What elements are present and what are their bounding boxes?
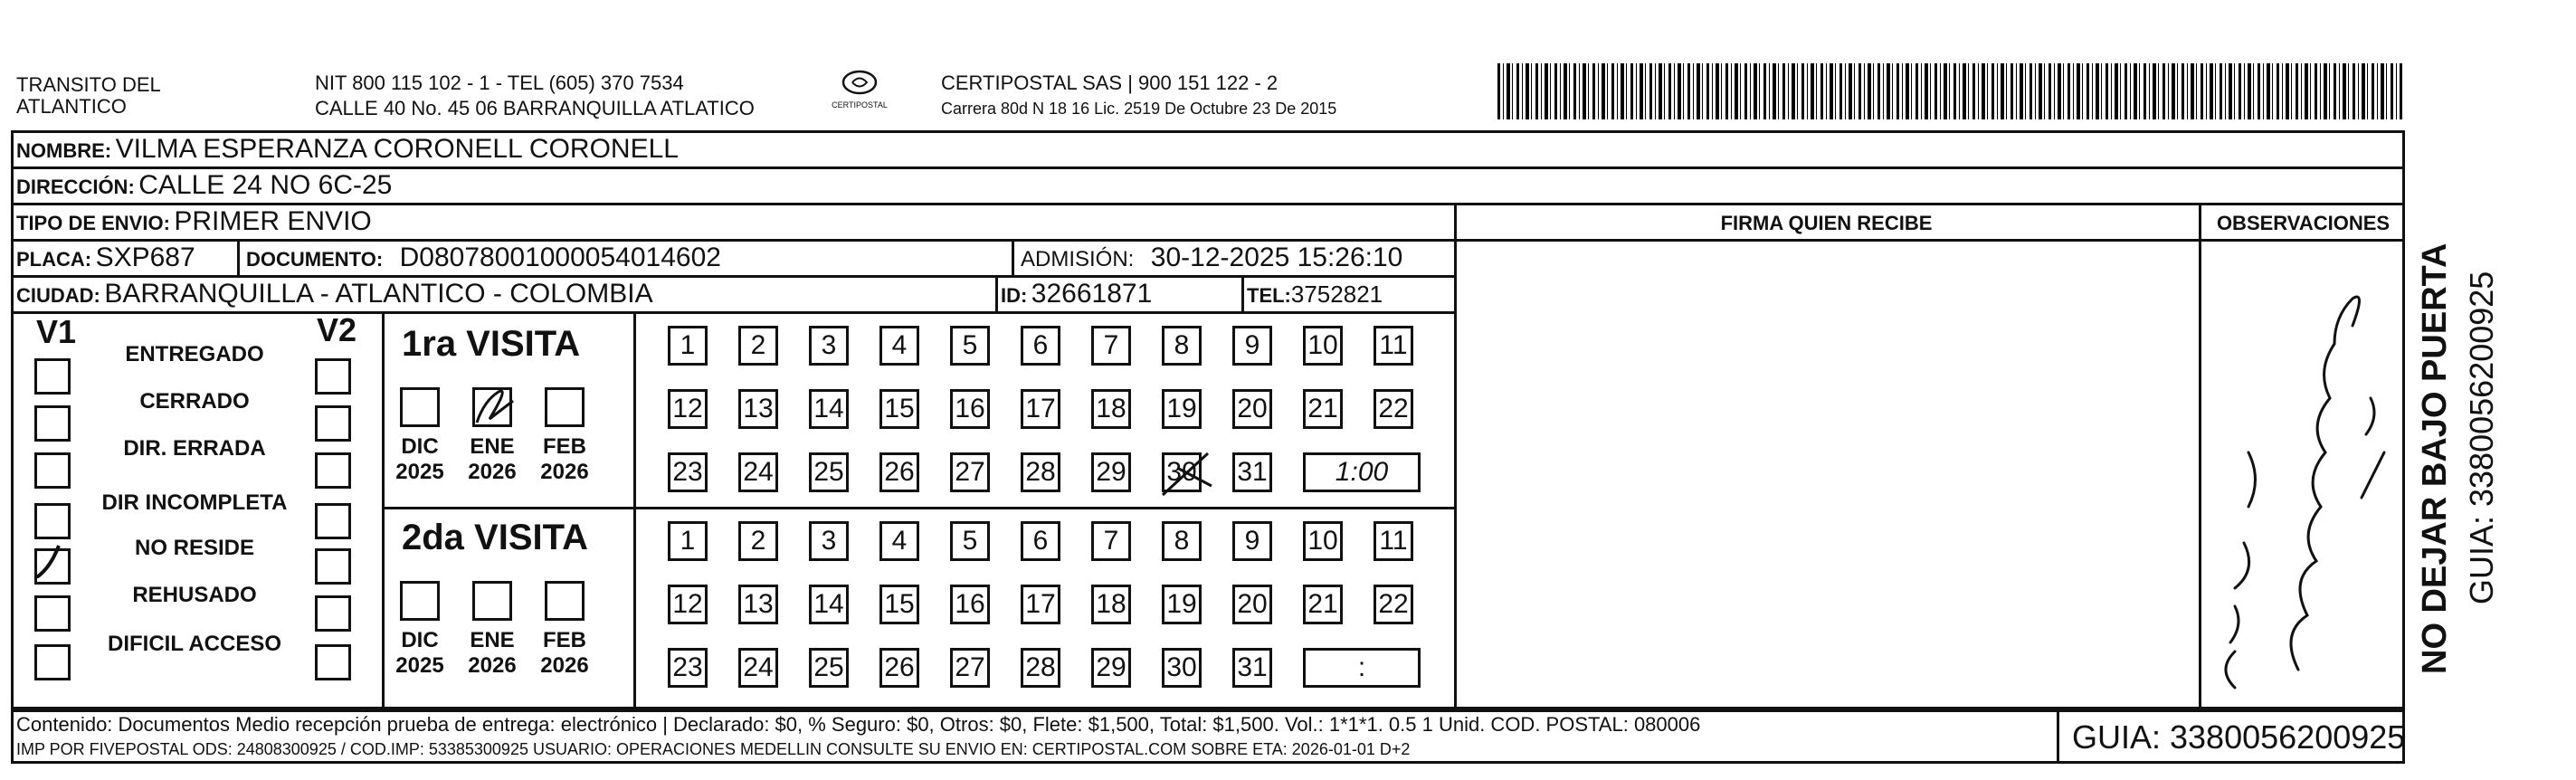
col-divider	[2199, 203, 2201, 709]
status-label: DIFICIL ACCESO	[107, 632, 281, 656]
tel-label: TEL:	[1247, 284, 1291, 307]
day-box-19[interactable]: 19	[1162, 389, 1202, 429]
month-checkbox-ene[interactable]	[472, 581, 512, 621]
day-box-12[interactable]: 12	[668, 389, 708, 429]
visit2-title: 2da VISITA	[402, 518, 588, 557]
day-box-2[interactable]: 2	[738, 326, 778, 366]
day-box-4[interactable]: 4	[879, 326, 919, 366]
logo-icon	[840, 69, 879, 96]
v2-checkbox-5[interactable]	[315, 595, 351, 632]
id-value: 32661871	[1031, 279, 1153, 309]
placa-value: SXP687	[95, 243, 195, 272]
day-box-5[interactable]: 5	[950, 521, 990, 561]
status-label: DIR. ERRADA	[123, 436, 266, 461]
month-checkbox-feb[interactable]	[545, 387, 585, 427]
row-divider	[11, 311, 1457, 314]
side-guia: GUIA: 3380056200925	[2463, 271, 2500, 604]
certipostal-logo	[814, 69, 905, 123]
row-divider	[11, 166, 2405, 169]
row-divider	[11, 203, 2405, 205]
v2-checkbox-0[interactable]	[315, 358, 351, 395]
v2-checkbox-3[interactable]	[315, 503, 351, 539]
v1-label: V1	[36, 313, 77, 350]
day-box-17[interactable]: 17	[1021, 389, 1060, 429]
status-label: NO RESIDE	[134, 536, 255, 560]
direccion-row	[16, 170, 392, 201]
id-row	[1001, 279, 1152, 309]
row-divider	[11, 239, 2405, 242]
day-box-18[interactable]: 18	[1091, 389, 1131, 429]
v2-checkbox-4[interactable]	[315, 548, 351, 585]
tipo-row	[16, 206, 372, 237]
month-label: FEB 2026	[540, 434, 589, 484]
day-box-11[interactable]: 11	[1374, 521, 1413, 561]
day-box-10[interactable]: 10	[1303, 521, 1343, 561]
day-box-13[interactable]: 13	[738, 389, 778, 429]
day-box-26[interactable]: 26	[879, 452, 919, 492]
no-dejar-warning: NO DEJAR BAJO PUERTA	[2416, 243, 2454, 674]
nit-line: NIT 800 115 102 - 1 - TEL (605) 370 7534	[315, 71, 684, 94]
day-box-5[interactable]: 5	[950, 326, 990, 366]
day-box-18[interactable]: 18	[1091, 585, 1131, 624]
issuer-line-2: ATLANTICO	[16, 95, 127, 118]
day-box-27[interactable]: 27	[950, 452, 990, 492]
address-line: CALLE 40 No. 45 06 BARRANQUILLA ATLATICO	[315, 97, 755, 119]
day-box-25[interactable]: 25	[809, 648, 849, 688]
day-box-14[interactable]: 14	[809, 389, 849, 429]
day-box-24[interactable]: 24	[738, 648, 778, 688]
day-box-23[interactable]: 23	[668, 452, 708, 492]
col-divider	[995, 275, 998, 311]
check-mark-icon	[471, 383, 517, 428]
col-divider	[1454, 203, 1457, 709]
day-box-20[interactable]: 20	[1232, 585, 1272, 624]
admision-value: 30-12-2025 15:26:10	[1150, 243, 1403, 272]
col-divider	[633, 311, 636, 709]
col-divider	[237, 239, 240, 275]
row-divider	[11, 275, 1457, 278]
tel-value: 3752821	[1290, 281, 1383, 308]
day-box-4[interactable]: 4	[879, 521, 919, 561]
day-box-30[interactable]: 30	[1162, 648, 1202, 688]
ciudad-value: BARRANQUILLA - ATLANTICO - COLOMBIA	[104, 279, 653, 309]
month-checkbox-dic[interactable]	[400, 387, 440, 427]
v1-checkbox-2[interactable]	[34, 452, 71, 489]
footer-guia: GUIA: 3380056200925	[2072, 718, 2406, 756]
day-box-6[interactable]: 6	[1021, 521, 1060, 561]
day-box-1[interactable]: 1	[668, 326, 708, 366]
day-box-20[interactable]: 20	[1232, 389, 1272, 429]
footer-line-2: IMP POR FIVEPOSTAL ODS: 24808300925 / COD.IMP: 53385300925 USUARIO: OPERACIONES MEDELLIN CONSULTE SU ENVIO EN: CERTIPOSTAL.COM SOBRE ETA: 2026-01-01 D+2	[16, 740, 1411, 758]
check-mark-icon	[32, 542, 68, 578]
v2-checkbox-6[interactable]	[315, 644, 351, 680]
admision-label: ADMISIÓN:	[1021, 247, 1135, 271]
v2-label: V2	[317, 311, 357, 348]
day-box-3[interactable]: 3	[809, 326, 849, 366]
day-box-29[interactable]: 29	[1091, 648, 1131, 688]
nombre-row	[16, 134, 679, 165]
direccion-value: CALLE 24 NO 6C-25	[138, 170, 393, 200]
day-box-6[interactable]: 6	[1021, 326, 1060, 366]
company-info	[941, 71, 1336, 121]
day-box-11[interactable]: 11	[1374, 326, 1413, 366]
day-box-24[interactable]: 24	[738, 452, 778, 492]
time-box[interactable]: :	[1303, 648, 1421, 688]
visit1-title: 1ra VISITA	[402, 324, 581, 364]
nombre-label: NOMBRE:	[16, 139, 112, 162]
day-box-28[interactable]: 28	[1021, 648, 1060, 688]
v2-checkbox-2[interactable]	[315, 452, 351, 489]
day-box-13[interactable]: 13	[738, 585, 778, 624]
company-line-2: Carrera 80d N 18 16 Lic. 2519 De Octubre 23 De 2015	[941, 100, 1337, 118]
issuer-name	[16, 74, 161, 118]
time-box[interactable]: 1:00	[1303, 452, 1421, 492]
v1-checkbox-4[interactable]	[34, 548, 71, 585]
month-label: DIC 2025	[395, 434, 444, 484]
month-label: ENE 2026	[468, 434, 517, 484]
day-box-1[interactable]: 1	[668, 521, 708, 561]
day-box-12[interactable]: 12	[668, 585, 708, 624]
v1-checkbox-0[interactable]	[34, 358, 71, 395]
v1-checkbox-6[interactable]	[34, 644, 71, 680]
id-label: ID:	[1001, 284, 1028, 307]
documento-label: DOCUMENTO:	[246, 248, 384, 271]
day-box-10[interactable]: 10	[1303, 326, 1343, 366]
day-box-26[interactable]: 26	[879, 648, 919, 688]
status-label: CERRADO	[139, 389, 250, 414]
day-box-15[interactable]: 15	[879, 389, 919, 429]
observaciones-handwriting	[2208, 271, 2398, 697]
day-box-15[interactable]: 15	[879, 585, 919, 624]
day-box-16[interactable]: 16	[950, 389, 990, 429]
logo-text: CERTIPOSTAL	[832, 100, 888, 109]
day-box-22[interactable]: 22	[1374, 585, 1413, 624]
day-box-19[interactable]: 19	[1162, 585, 1202, 624]
day-box-29[interactable]: 29	[1091, 452, 1131, 492]
day-box-14[interactable]: 14	[809, 585, 849, 624]
day-box-22[interactable]: 22	[1374, 389, 1413, 429]
tipo-label: TIPO DE ENVIO:	[16, 212, 170, 234]
status-label: DIR INCOMPLETA	[101, 490, 288, 515]
month-label: DIC 2025	[395, 628, 444, 678]
month-label: ENE 2026	[468, 628, 517, 678]
issuer-contact	[315, 71, 755, 121]
day-box-27[interactable]: 27	[950, 648, 990, 688]
row-divider	[382, 507, 1457, 509]
month-checkbox-ene[interactable]	[472, 387, 512, 427]
status-label: REHUSADO	[132, 583, 257, 607]
v2-checkbox-1[interactable]	[315, 405, 351, 442]
documento-row	[246, 243, 721, 273]
placa-row	[16, 243, 195, 273]
nombre-value: VILMA ESPERANZA CORONELL CORONELL	[115, 134, 679, 164]
day-box-2[interactable]: 2	[738, 521, 778, 561]
day-box-21[interactable]: 21	[1303, 585, 1343, 624]
day-box-7[interactable]: 7	[1091, 326, 1131, 366]
issuer-line-1: TRANSITO DEL	[16, 73, 161, 96]
v1-checkbox-3[interactable]	[34, 503, 71, 539]
documento-value: D08078001000054014602	[399, 243, 721, 272]
tel-row	[1247, 281, 1383, 309]
ciudad-row	[16, 279, 653, 309]
day-box-28[interactable]: 28	[1021, 452, 1060, 492]
col-divider	[1012, 239, 1014, 275]
day-box-16[interactable]: 16	[950, 585, 990, 624]
v1-checkbox-5[interactable]	[34, 595, 71, 632]
day-box-30[interactable]: 30	[1162, 452, 1202, 492]
status-label: ENTREGADO	[125, 342, 264, 366]
observaciones-header: OBSERVACIONES	[2216, 212, 2391, 234]
footer-line-1: Contenido: Documentos Medio recepción prueba de entrega: electrónico | Declarado: $0, % Seguro: $0, Otros: $0, Flete: $1,500, Total: $1,500. Vol.: 1*1*1. 0.5 1 Unid. COD. POSTAL: 080006	[16, 713, 1701, 736]
month-label: FEB 2026	[540, 628, 589, 678]
company-line-1: CERTIPOSTAL SAS | 900 151 122 - 2	[941, 71, 1278, 94]
day-box-3[interactable]: 3	[809, 521, 849, 561]
admision-row	[1021, 243, 1402, 273]
month-checkbox-feb[interactable]	[545, 581, 585, 621]
day-box-31[interactable]: 31	[1232, 648, 1272, 688]
check-mark-icon	[1159, 450, 1213, 500]
day-box-31[interactable]: 31	[1232, 452, 1272, 492]
tipo-value: PRIMER ENVIO	[174, 206, 372, 236]
day-box-21[interactable]: 21	[1303, 389, 1343, 429]
day-box-25[interactable]: 25	[809, 452, 849, 492]
placa-label: PLACA:	[16, 248, 92, 271]
col-divider	[1241, 275, 1244, 311]
day-box-17[interactable]: 17	[1021, 585, 1060, 624]
direccion-label: DIRECCIÓN:	[16, 176, 135, 198]
day-box-8[interactable]: 8	[1162, 521, 1202, 561]
month-checkbox-dic[interactable]	[400, 581, 440, 621]
day-box-7[interactable]: 7	[1091, 521, 1131, 561]
day-box-8[interactable]: 8	[1162, 326, 1202, 366]
barcode	[1497, 63, 2402, 119]
day-box-9[interactable]: 9	[1232, 326, 1272, 366]
ciudad-label: CIUDAD:	[16, 284, 100, 307]
firma-header: FIRMA QUIEN RECIBE	[1720, 212, 1933, 234]
day-box-9[interactable]: 9	[1232, 521, 1272, 561]
day-box-23[interactable]: 23	[668, 648, 708, 688]
col-divider	[382, 311, 385, 709]
v1-checkbox-1[interactable]	[34, 405, 71, 442]
